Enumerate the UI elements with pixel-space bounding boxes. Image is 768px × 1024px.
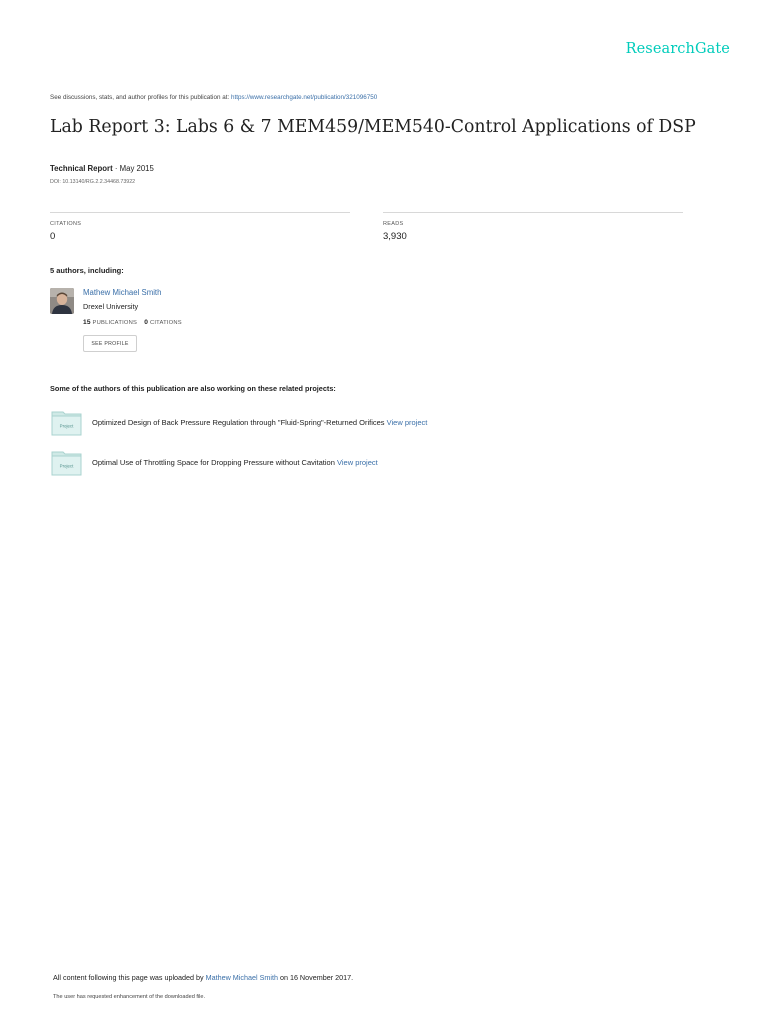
author-institution: Drexel University [83, 302, 139, 311]
project-icon-label: Project [59, 463, 74, 469]
project-title: Optimal Use of Throttling Space for Dropping Pressure without Cavitation [92, 458, 335, 467]
related-projects-heading: Some of the authors of this publication are also working on these related projects: [50, 384, 336, 393]
footer-suffix: on 16 November 2017. [277, 973, 354, 982]
authors-heading: 5 authors, including: [50, 266, 124, 275]
project-folder-icon [51, 450, 82, 476]
reads-label: READS [383, 221, 404, 227]
publication-url-line [50, 94, 377, 101]
publication-date: · May 2015 [112, 164, 154, 173]
publication-type: Technical Report [50, 164, 113, 173]
reads-divider [383, 212, 683, 213]
publication-doi: DOI: 10.13140/RG.2.2.34468.73922 [50, 179, 136, 185]
citations-value: 0 [50, 231, 56, 242]
view-project-link[interactable]: View project [337, 458, 378, 467]
project-title: Optimized Design of Back Pressure Regulation through "Fluid-Spring"-Returned Orifices [92, 418, 385, 427]
footer-prefix: All content following this page was uploaded by [53, 973, 206, 982]
researchgate-logo[interactable]: ResearchGate [625, 41, 730, 57]
author-stats [83, 319, 182, 326]
view-project-link[interactable]: View project [386, 418, 428, 427]
author-citations-label: CITATIONS [149, 320, 182, 326]
citations-divider [50, 212, 350, 213]
publication-url-link[interactable]: https://www.researchgate.net/publication/321096750 [230, 94, 378, 101]
uploader-link[interactable]: Mathew Michael Smith [205, 973, 278, 982]
author-publications-label: PUBLICATIONS [92, 320, 138, 326]
related-project-item [92, 418, 427, 427]
enhancement-note: The user has requested enhancement of the downloaded file. [53, 994, 206, 1000]
see-discussions-text: See discussions, stats, and author profiles for this publication at: [50, 94, 231, 101]
project-icon-label: Project [59, 423, 74, 429]
project-folder-icon [51, 410, 82, 436]
related-project-item [92, 458, 378, 467]
citations-label: CITATIONS [50, 221, 82, 227]
publication-type-line [50, 164, 154, 173]
author-name-link[interactable]: Mathew Michael Smith [83, 288, 162, 297]
author-avatar[interactable] [50, 288, 74, 314]
author-citations-count: 0 [144, 319, 149, 326]
publication-title: Lab Report 3: Labs 6 & 7 MEM459/MEM540-Control Applications of DSP [50, 117, 696, 137]
author-publications-count: 15 [83, 319, 91, 326]
upload-footer [53, 973, 353, 982]
see-profile-button[interactable]: SEE PROFILE [83, 335, 137, 352]
reads-value: 3,930 [383, 231, 407, 242]
